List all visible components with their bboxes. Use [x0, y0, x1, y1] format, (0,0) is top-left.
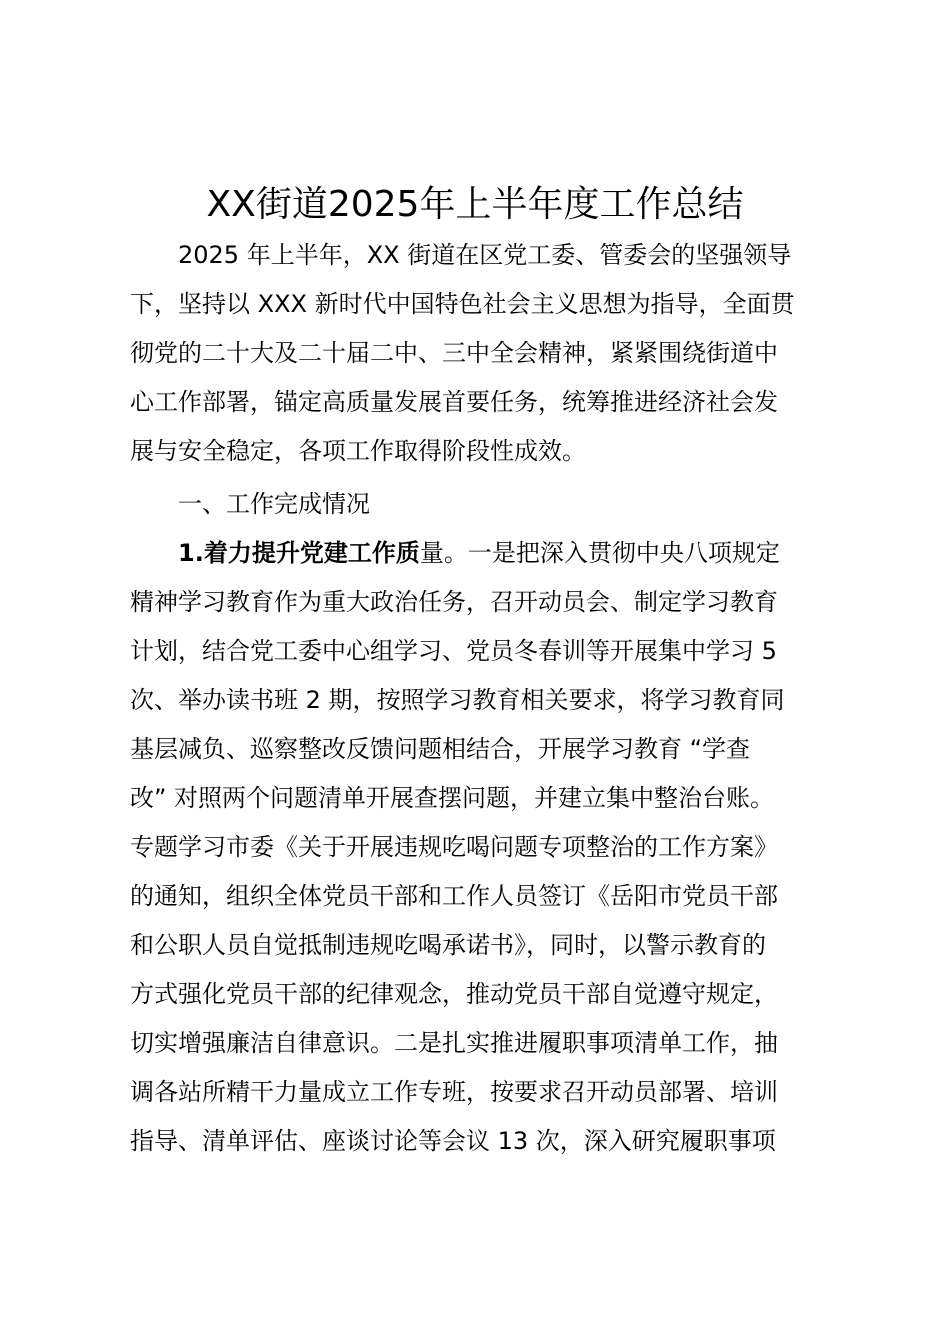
- item1-line: 量。一是把深入贯彻中央八项规定: [419, 539, 780, 567]
- item1-line: 次、举办读书班 2 期，按照学习教育相关要求，将学习教育同: [130, 686, 785, 714]
- section-heading: [130, 480, 830, 529]
- intro-paragraph: [130, 231, 830, 476]
- intro-line: 心工作部署，锚定高质量发展首要任务，统筹推进经济社会发: [130, 388, 778, 416]
- item1-line: 专题学习市委《关于开展违规吃喝问题专项整治的工作方案》: [130, 833, 778, 861]
- item1-bold-heading: 1.着力提升党建工作质: [178, 539, 420, 567]
- section-heading-text: 一、工作完成情况: [178, 490, 370, 518]
- item1-line: 基层减负、巡察整改反馈问题相结合，开展学习教育 “学查: [130, 735, 751, 763]
- item1-paragraph: [130, 529, 830, 1166]
- intro-line: 下，坚持以 XXX 新时代中国特色社会主义思想为指导，全面贯: [130, 290, 795, 318]
- item1-line: 方式强化党员干部的纪律观念，推动党员干部自觉遵守规定，: [130, 980, 778, 1008]
- item1-line: 精神学习教育作为重大政治任务，召开动员会、制定学习教育: [130, 588, 778, 616]
- item1-line: 和公职人员自觉抵制违规吃喝承诺书》，同时，以警示教育的: [130, 931, 766, 959]
- item1-line: 切实增强廉洁自律意识。二是扎实推进履职事项清单工作，抽: [130, 1029, 778, 1057]
- document-title: XX街道2025年上半年度工作总结: [206, 184, 744, 225]
- item1-line: 改” 对照两个问题清单开展查摆问题，并建立集中整治台账。: [130, 784, 775, 812]
- intro-line: 彻党的二十大及二十届二中、三中全会精神，紧紧围绕街道中: [130, 339, 778, 367]
- item1-line: 指导、清单评估、座谈讨论等会议 13 次，深入研究履职事项: [130, 1127, 776, 1155]
- intro-line: 展与安全稳定，各项工作取得阶段性成效。: [130, 437, 586, 465]
- item1-line: 计划，结合党工委中心组学习、党员冬春训等开展集中学习 5: [130, 637, 777, 665]
- item1-first-line: [130, 529, 830, 578]
- item1-line: 的通知，组织全体党员干部和工作人员签订《岳阳市党员干部: [130, 882, 778, 910]
- intro-line: 2025 年上半年，XX 街道在区党工委、管委会的坚强领导: [178, 241, 792, 269]
- item1-line: 调各站所精干力量成立工作专班，按要求召开动员部署、培训: [130, 1078, 778, 1106]
